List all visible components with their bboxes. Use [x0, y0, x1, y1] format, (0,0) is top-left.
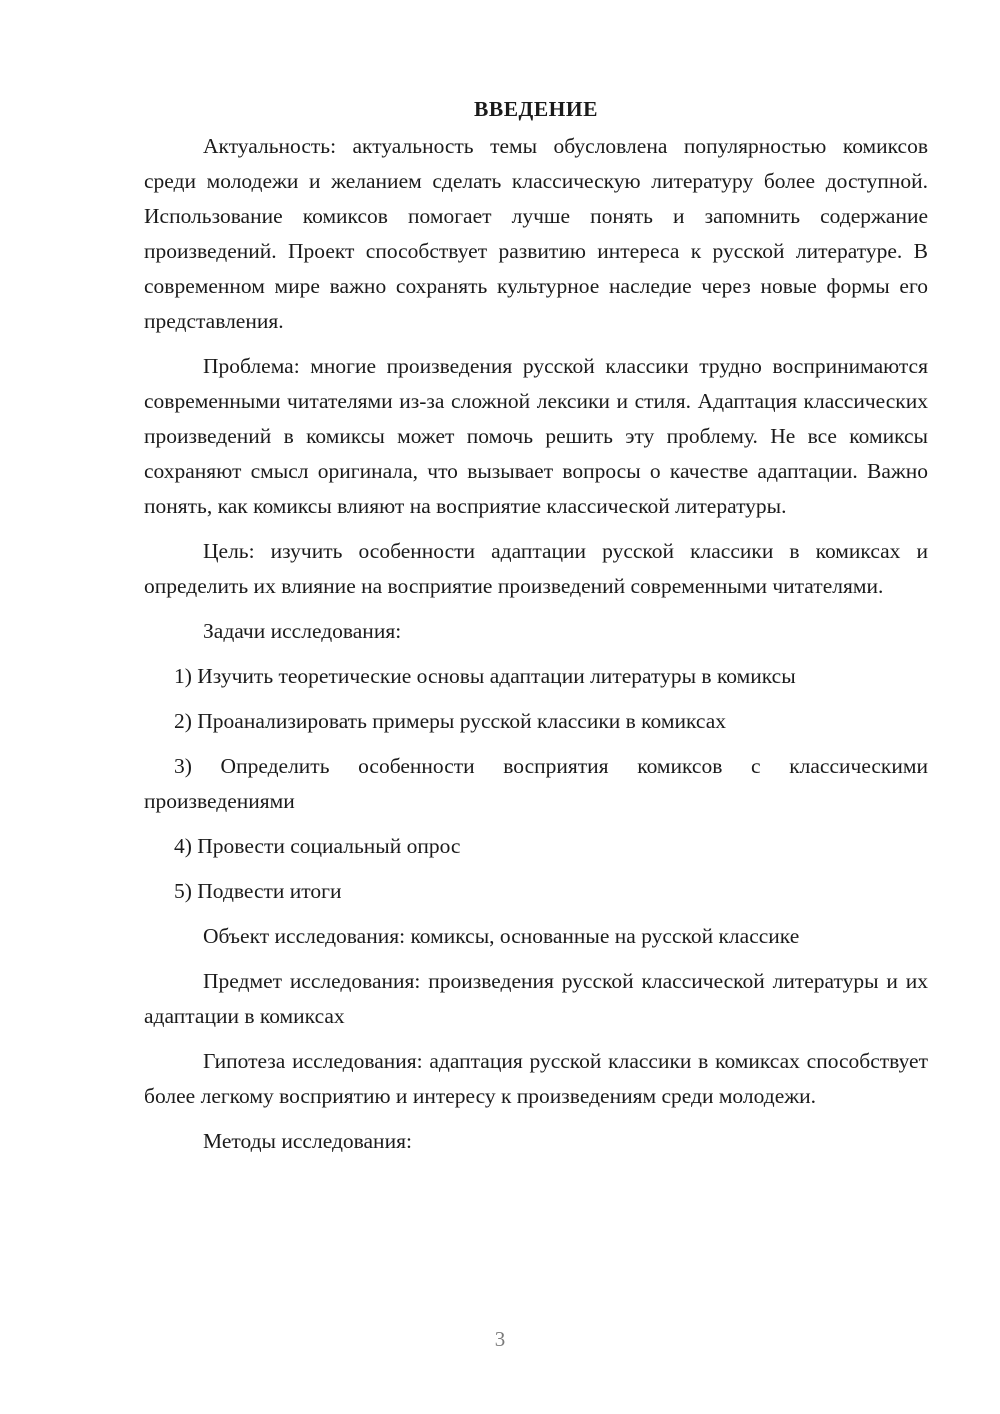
- problem-paragraph: Проблема: многие произведения русской классики трудно воспринимаются современными читателями из-за сложной лексики и стиля. Адаптация классических произведений в комиксы может помочь решить эту проблему. Не все комиксы сохраняют смысл оригинала, что вызывает вопросы о качестве адаптации. Важно понять, как комиксы влияют на восприятие классической литературы.: [144, 354, 928, 518]
- goal-paragraph: Цель: изучить особенности адаптации русской классики в комиксах и определить их влияние на восприятие произведений современными читателями.: [144, 539, 928, 598]
- methods-heading: Методы исследования:: [203, 1129, 412, 1153]
- task-item: 1) Изучить теоретические основы адаптации литературы в комиксы: [174, 664, 796, 688]
- relevance-paragraph: Актуальность: актуальность темы обусловлена популярностью комиксов среди молодежи и желанием сделать классическую литературу более доступной. Использование комиксов помогает лучше понять и запомнить содержание произведений. Проект способствует развитию интереса к русской литературе. В современном мире важно сохранять культурное наследие через новые формы его представления.: [144, 134, 928, 333]
- document-body: [144, 92, 928, 1169]
- object-paragraph: Объект исследования: комиксы, основанные на русской классике: [203, 924, 800, 948]
- section-title: ВВЕДЕНИЕ: [474, 97, 598, 121]
- task-item: 5) Подвести итоги: [174, 879, 342, 903]
- task-item: 2) Проанализировать примеры русской классики в комиксах: [174, 709, 726, 733]
- page-number: 3: [494, 1327, 506, 1351]
- task-item: 3) Определить особенности восприятия комиксов с классическими произведениями: [144, 754, 928, 813]
- hypothesis-paragraph: Гипотеза исследования: адаптация русской классики в комиксах способствует более легкому восприятию и интересу к произведениям среди молодежи.: [144, 1049, 928, 1108]
- task-item: 4) Провести социальный опрос: [174, 834, 461, 858]
- subject-paragraph: Предмет исследования: произведения русской классической литературы и их адаптации в комиксах: [144, 969, 928, 1028]
- tasks-heading: Задачи исследования:: [203, 619, 402, 643]
